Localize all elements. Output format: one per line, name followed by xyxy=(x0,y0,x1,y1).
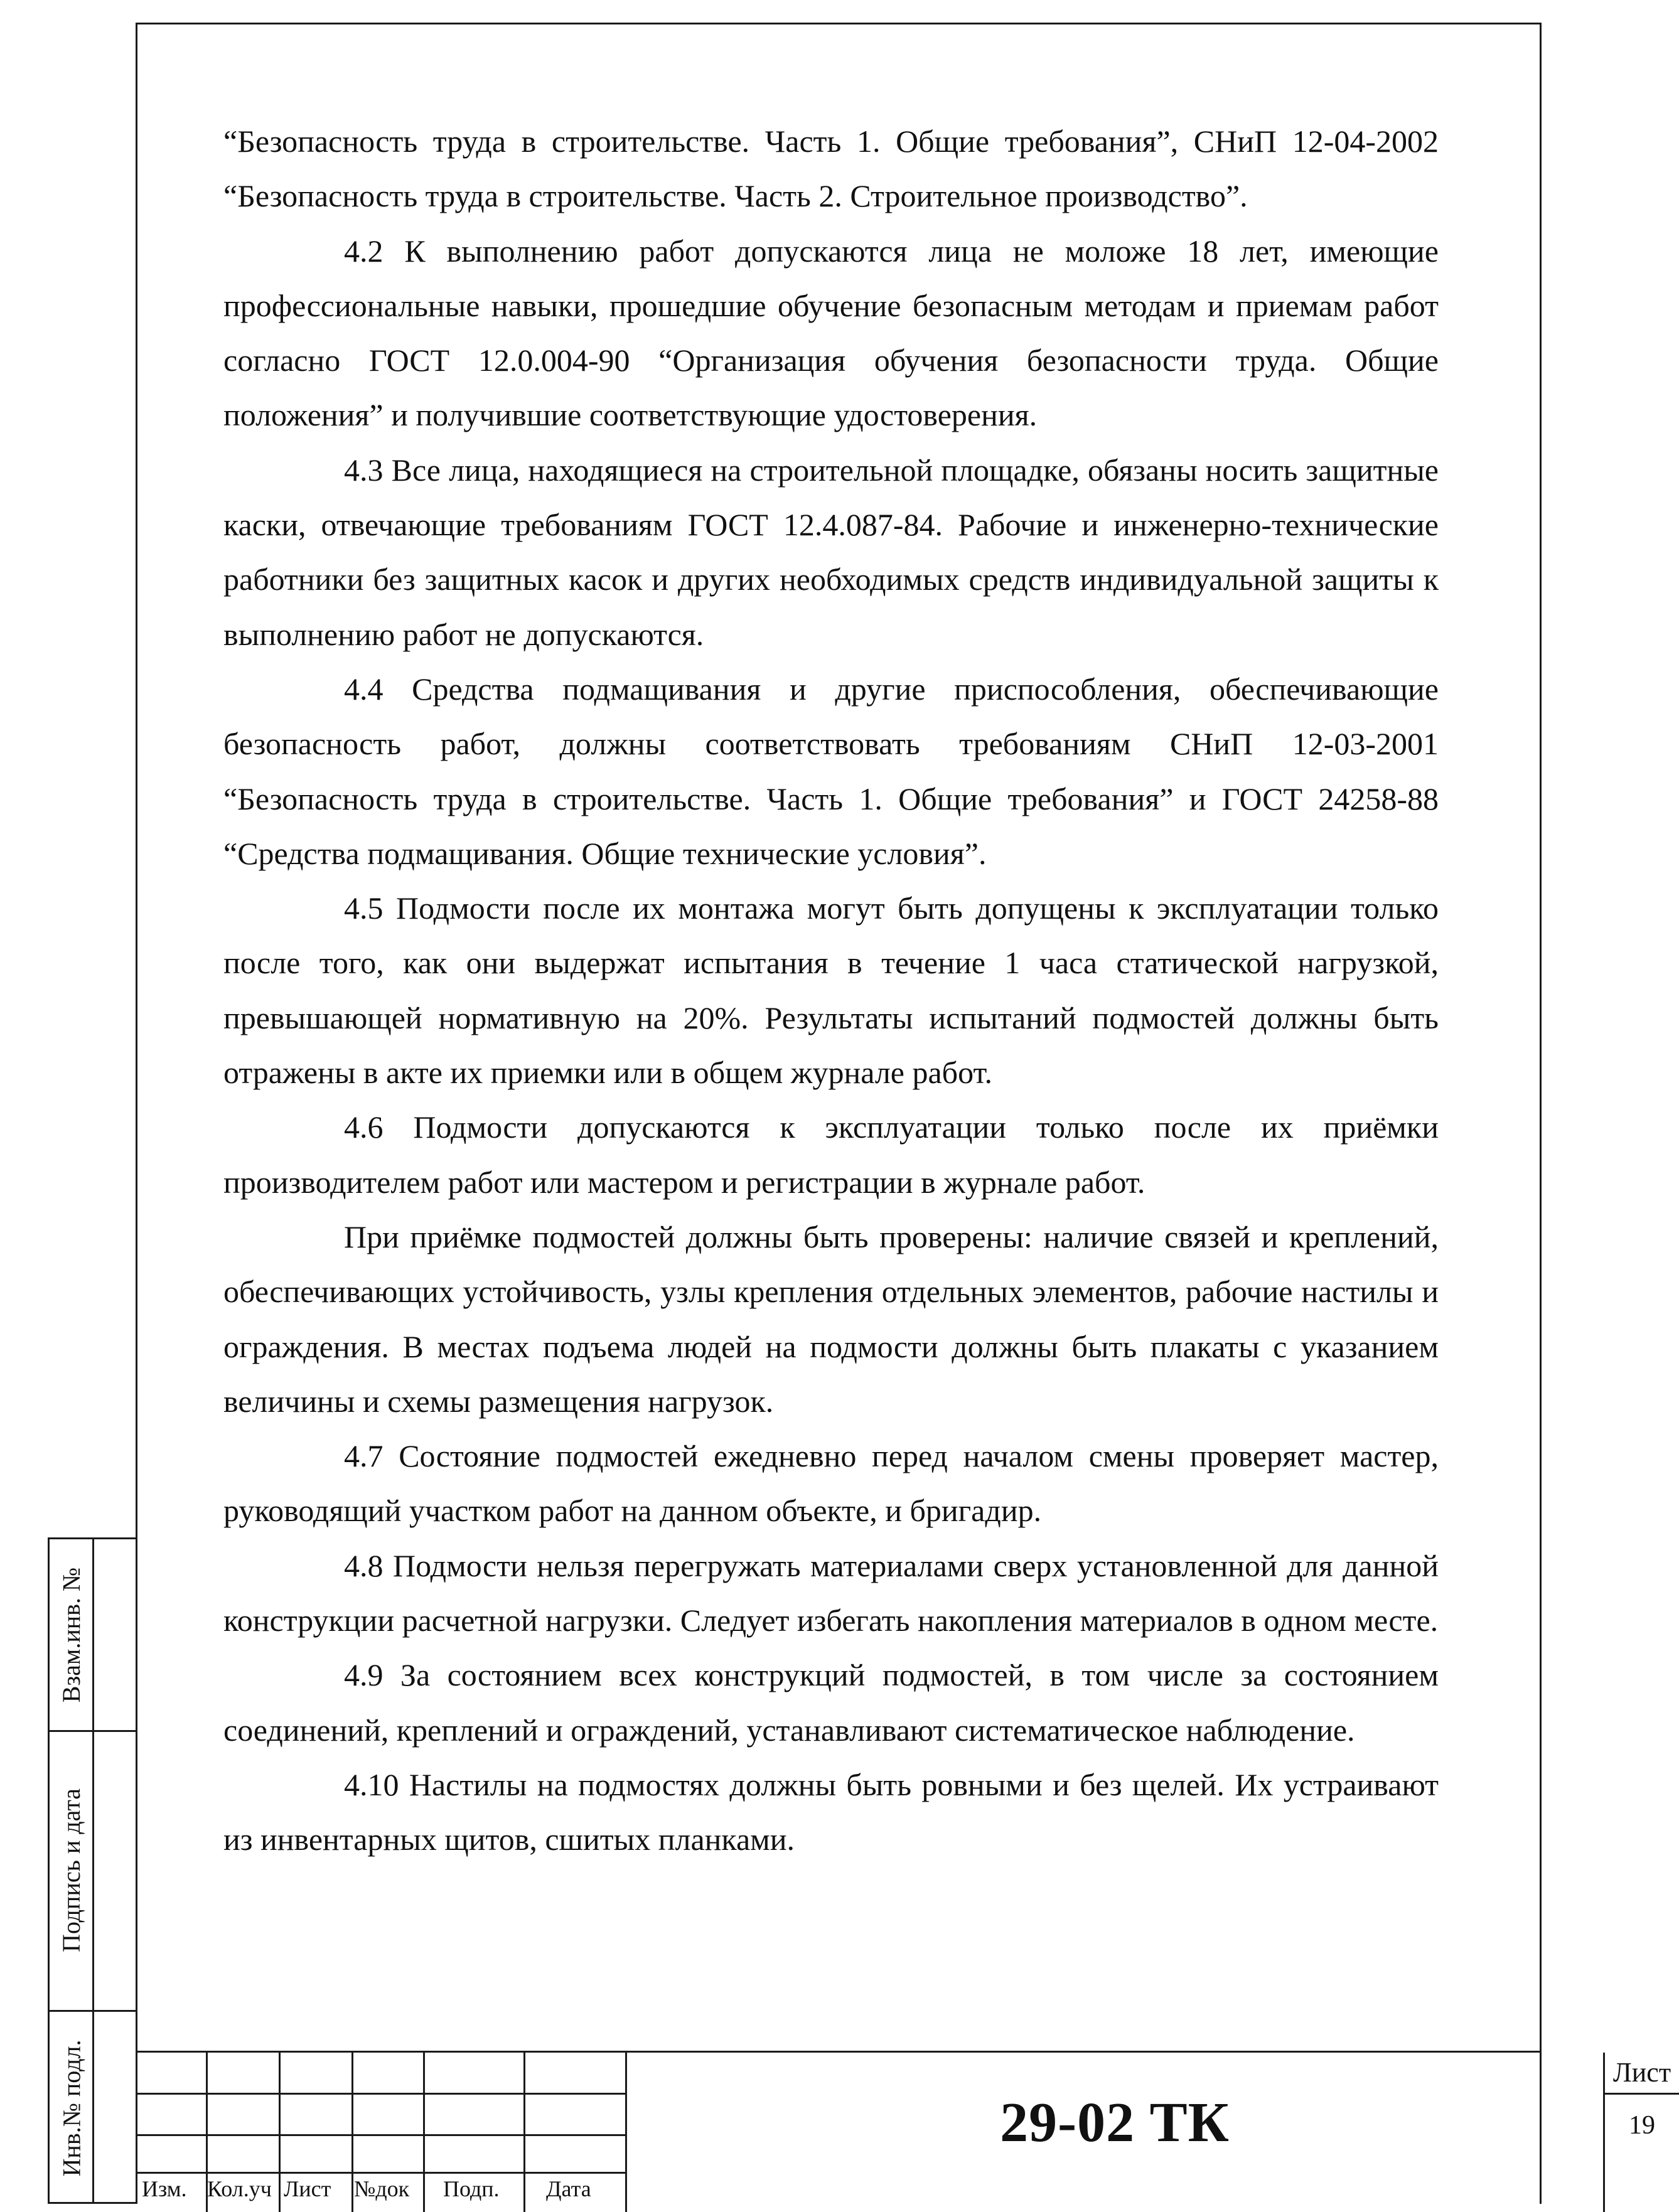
document-body xyxy=(223,114,1439,1867)
sheet-cell-divider xyxy=(1605,2093,1679,2095)
sheet-cell xyxy=(1603,2053,1679,2212)
header-doc-number: №док xyxy=(354,2176,410,2201)
header-signature: Подп. xyxy=(443,2176,500,2201)
orig-inv-label: Инв.№ подл. xyxy=(57,2039,86,2176)
document-code: 29-02 ТК xyxy=(1000,2092,1230,2154)
paragraph: 4.6 Подмости допускаются к эксплуатации только после их приёмки производителем работ или мастером и регистрации в журнале работ. xyxy=(223,1109,1439,1200)
paragraph: 4.8 Подмости нельзя перегружать материалами сверх установленной для данной конструкции расчетной нагрузки. Следует избегать накопления материалов в одном месте. xyxy=(223,1547,1439,1638)
title-block-row-line xyxy=(136,2093,625,2095)
header-date: Дата xyxy=(546,2176,591,2201)
paragraph: 4.9 За состоянием всех конструкций подмостей, в том числе за состоянием соединений, креплений и ограждений, устанавливают систематическое наблюдение. xyxy=(223,1657,1439,1748)
orig-inv-label-cell xyxy=(52,2010,91,2206)
paragraph: 4.2 К выполнению работ допускаются лица не моложе 18 лет, имеющие профессиональные навыки, прошедшие обучение безопасным методам и приемам работ согласно ГОСТ 12.0.004-90 “Организация обучения безопасности труда. Общие положения” и получившие соответствующие удостоверения. xyxy=(223,233,1439,433)
paragraph: 4.4 Средства подмащивания и другие приспособления, обеспечивающие безопасность работ, должны соответствовать требованиям СНиП 12-03-2001 “Безопасность труда в строительстве. Часть 1. Общие требования” и ГОСТ 24258-88 “Средства подмащивания. Общие технические условия”. xyxy=(223,671,1439,871)
sheet-label: Лист xyxy=(1612,2057,1671,2088)
paragraph: 4.5 Подмости после их монтажа могут быть допущены к эксплуатации только после того, как они выдержат испытания в течение 1 часа статической нагрузкой, превышающей нормативную на 20%. Результаты испытаний подмостей должны быть отражены в акте их приемки или в общем журнале работ. xyxy=(223,890,1439,1091)
paragraph: “Безопасность труда в строительстве. Часть 1. Общие требования”, СНиП 12-04-2002 “Безопасность труда в строительстве. Часть 2. Строительное производство”. xyxy=(223,124,1439,214)
margin-stamp-divider xyxy=(92,1539,94,2202)
header-sheet: Лист xyxy=(284,2176,331,2201)
title-block-row-line xyxy=(136,2134,625,2136)
replace-inv-label: Взам.инв. № xyxy=(57,1567,86,1702)
paragraph: При приёмке подмостей должны быть проверены: наличие связей и креплений, обеспечивающих устойчивость, узлы крепления отдельных элементов, рабочие настилы и ограждения. В местах подъема людей на подмости должны быть плакаты с указанием величины и схемы размещения нагрузок. xyxy=(223,1219,1439,1419)
sign-date-label-cell xyxy=(52,1730,91,2010)
title-block xyxy=(136,2051,1671,2212)
margin-stamp-column xyxy=(48,1537,136,2204)
replace-inv-label-cell xyxy=(52,1539,91,1730)
title-block-row-line xyxy=(136,2172,625,2174)
paragraph: 4.7 Состояние подмостей ежедневно перед началом смены проверяет мастер, руководящий участком работ на данном объекте, и бригадир. xyxy=(223,1438,1439,1529)
sheet-number: 19 xyxy=(1629,2111,1655,2140)
header-qty: Кол.уч xyxy=(207,2176,272,2201)
paragraph: 4.10 Настилы на подмостях должны быть ровными и без щелей. Их устраивают из инвентарных щитов, сшитых планками. xyxy=(223,1766,1439,1857)
sign-date-label: Подпись и дата xyxy=(57,1788,86,1952)
title-block-col-line xyxy=(423,2053,425,2212)
paragraph: 4.3 Все лица, находящиеся на строительной площадке, обязаны носить защитные каски, отвечающие требованиям ГОСТ 12.4.087-84. Рабочие и инженерно-технические работники без защитных касок и других необходимых средств индивидуальной защиты к выполнению работ не допускаются. xyxy=(223,452,1439,652)
header-change: Изм. xyxy=(142,2176,187,2201)
title-block-col-line xyxy=(523,2053,525,2212)
title-block-col-line xyxy=(351,2053,353,2212)
title-block-col-line xyxy=(279,2053,281,2212)
